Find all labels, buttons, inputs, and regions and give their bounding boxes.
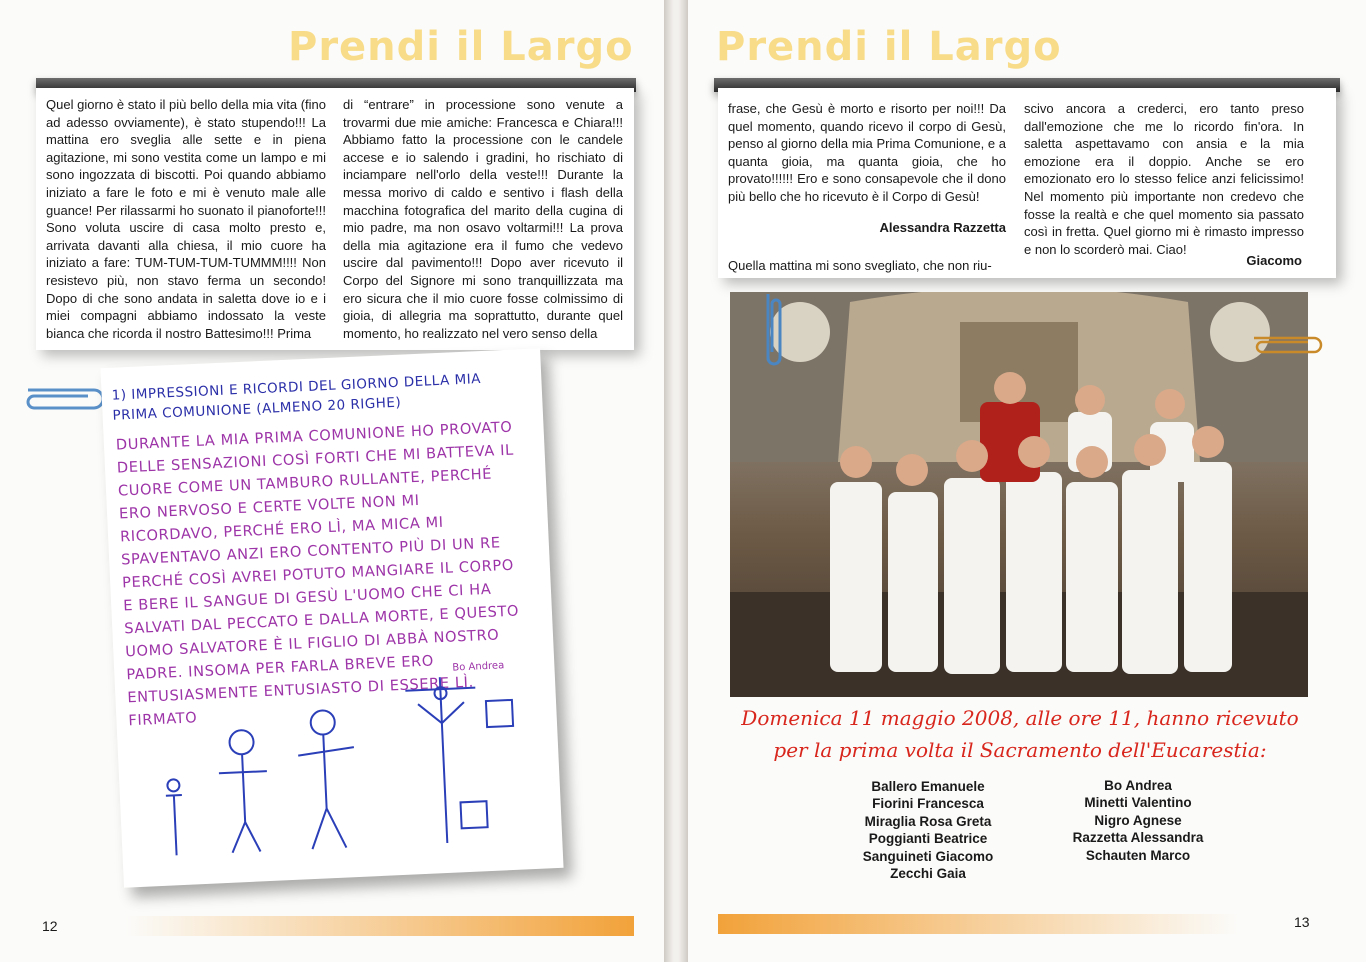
name-entry: Razzetta Alessandra xyxy=(1072,830,1204,846)
right-column-2: scivo ancora a crederci, ero tanto preso dall'emozione che me lo ricordo fin'ora. In saletta aspettavamo con ansia e la mia emozione era il doppio. Anche se ero emozionato ero lo stesso felice anzi felicissimo! Nel momento più importante non credevo che fosse la realtà e che quel momento sia passato così in fretta. Quel giorno mi è rimasto impresso e non lo scorderò mai. Ciao! xyxy=(1024,101,1304,257)
group-photo-illustration xyxy=(730,292,1308,697)
note-signer: Bo Andrea xyxy=(452,660,505,674)
masthead-right: Prendi il Largo xyxy=(716,24,1062,70)
doodle-drawings xyxy=(155,669,543,866)
name-entry: Ballero Emanuele xyxy=(871,779,985,794)
book-gutter xyxy=(664,0,688,962)
note-body: DURANTE LA MIA PRIMA COMUNIONE HO PROVATO DELLE SENSAZIONI COSÌ FORTI CHE MI BATTEVA IL CUORE COME UN TAMBURO RULLANTE, PERCHÉ ERO NERVOSO E CERTE VOLTE NON MI RICORDAVO, PERCHÉ ERO LÌ, MA MICA MI SPAVENTAVO ANZI ERO CONTENTO PIÙ DI UN RE PERCHÉ COSÌ AVREI POTUTO MANGIARE IL CORPO E BERE IL SANGUE DI GESÙ L'UOMO CHE CI HA SALVATI DAL PECCATO E DALLA MORTE, E QUESTO UOMO SALVATORE È IL FIGLIO DI ABBÀ NOSTRO PADRE. INSOMA PER FARLA BREVE ERO ENTUSIASMENTE ENTUSIASTO DI ESSERE LÌ. FIRMATO xyxy=(115,418,520,730)
paperclip-icon xyxy=(18,382,106,412)
right-column-1b: Quella mattina mi sono svegliato, che non riu- xyxy=(728,258,992,273)
crucifix-drawing xyxy=(405,676,482,845)
footer-bar-right xyxy=(718,914,1238,934)
left-column-2: di “entrare” in processione sono venute a trovarmi due mie amiche: Francesca e Chiara!!! Abbiamo fatto la processione con le candele accese e io salendo i gradini, ho rischiato di inciampare nell'orlo della veste!!! Durante la messa morivo di caldo e sentivo i flash della macchina fotografica del marito della cugina di mio padre, ma non osavo voltarmi!!! La prova della mia agitazione era il fumo che vedevo uscire dal pavimento!!! Dopo aver ricevuto il Corpo del Signore mi sono tranquillizzata ma ero sicura che il mio cuore fosse colmissimo di gioia, di allegria ma soprattutto, durante quel momento, ho realizzato nel vero senso della xyxy=(343,97,623,341)
page-number-left: 12 xyxy=(42,918,58,934)
masthead-left: Prendi il Largo xyxy=(288,24,634,70)
priest-figure-drawing xyxy=(229,730,254,755)
names-column-left xyxy=(838,778,1018,882)
names-column-right xyxy=(1048,777,1228,864)
left-column-1: Quel giorno è stato il più bello della mia vita (fino ad adesso ovviamente), è stato stupendo!!! La mattina ero sveglia alle sette e in piena agitazione, mi sono vestita come un lampo e mi sono ingozzata di biscotti. Poi quando abbiamo iniziato a fare le foto e mi è venuto male alle guance! Per rilassarmi ho suonato il pianoforte!!! Sono voluta uscire di casa molto presto e, arrivata davanti alla chiesa, il mio cuore ha iniziato a fare: TUM-TUM-TUM-TUMMM!!!! Non resistevo più, non stavo ferma un secondo! Dopo di che sono andata in saletta dove io e i miei compagni abbiamo indossato la veste bianca che ricorda il nostro Battesimo!!! Prima xyxy=(46,97,326,341)
signature-giacomo: Giacomo xyxy=(1246,253,1302,268)
name-entry: Nigro Agnese xyxy=(1094,812,1182,828)
paperclip-icon xyxy=(1248,332,1328,354)
photo-caption: Domenica 11 maggio 2008, alle ore 11, hanno ricevuto per la prima volta il Sacramento dell'Eucarestia: xyxy=(741,706,1299,762)
name-entry: Minetti Valentino xyxy=(1084,795,1192,811)
paperclip-icon xyxy=(760,288,784,372)
box-drawing xyxy=(460,801,487,828)
note-title: 1) IMPRESSIONI E RICORDI DEL GIORNO DELLA MIA PRIMA COMUNIONE (ALMENO 20 RIGHE) xyxy=(111,371,482,424)
footer-bar-left xyxy=(126,916,634,936)
figure-drawing xyxy=(310,710,335,735)
name-entry: Miraglia Rosa Greta xyxy=(864,813,992,829)
name-entry: Bo Andrea xyxy=(1104,778,1172,793)
group-photo xyxy=(730,292,1308,697)
name-entry: Sanguineti Giacomo xyxy=(862,848,994,864)
name-entry: Poggianti Beatrice xyxy=(868,831,988,847)
candle-drawing xyxy=(166,795,185,856)
handwritten-note xyxy=(100,348,563,887)
signature-alessandra: Alessandra Razzetta xyxy=(879,220,1006,235)
page-number-right: 13 xyxy=(1294,914,1310,930)
name-entry: Fiorini Francesca xyxy=(872,796,984,812)
name-entry: Zecchi Gaia xyxy=(890,866,966,882)
right-column-1: frase, che Gesù è morto e risorto per noi!!! Da quel momento, quando ricevo il corpo di Gesù, penso al giorno della mia Prima Comunione, e a quanta gioia, ma quanta gioia, che ho provato!!!!!! Ero e sono consapevole che il dono più bello che ho ricevuto è il Corpo di Gesù! xyxy=(728,101,1006,204)
name-entry: Schauten Marco xyxy=(1085,847,1191,863)
